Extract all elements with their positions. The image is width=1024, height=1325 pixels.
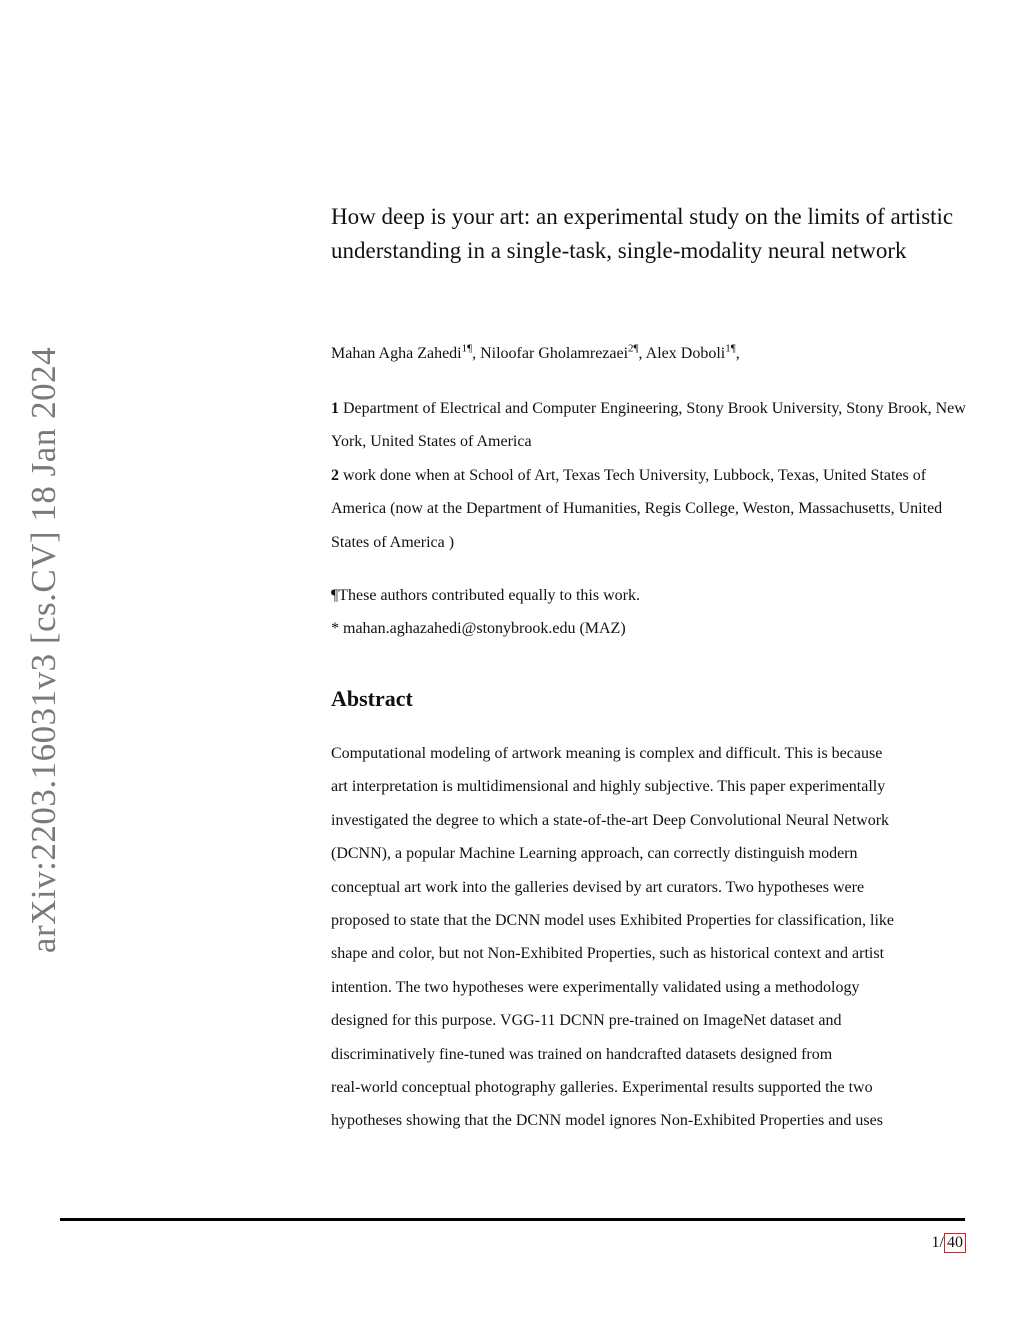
abstract-line: proposed to state that the DCNN model uses Exhibited Properties for classification, like [331, 912, 894, 930]
abstract-line: art interpretation is multidimensional and highly subjective. This paper experimentally [331, 778, 886, 796]
abstract-line: hypotheses showing that the DCNN model ignores Non-Exhibited Properties and uses [331, 1112, 883, 1130]
current-page: 1 [931, 1234, 940, 1251]
author-affiliation-mark: 1¶ [461, 342, 473, 355]
affiliation-text: work done when at School of Art, Texas Tech University, Lubbock, Texas, United States of America (now at the Department of Humanities, Regis College, Weston, Massachusetts, United States of America ) [331, 466, 943, 551]
page-separator: / [939, 1234, 944, 1251]
equal-contribution-note: ¶These authors contributed equally to this work. [331, 587, 640, 604]
abstract-line: (DCNN), a popular Machine Learning approach, can correctly distinguish modern [331, 845, 858, 863]
author-notes [331, 579, 971, 646]
abstract-heading: Abstract [331, 686, 413, 711]
footer-rule [60, 1218, 965, 1221]
affiliation-item [331, 392, 971, 459]
abstract-line: Computational modeling of artwork meaning is complex and difficult. This is because [331, 745, 883, 762]
abstract-line: real-world conceptual photography galleries. Experimental results supported the two [331, 1079, 873, 1097]
author-name: Mahan Agha Zahedi [331, 345, 462, 362]
affiliation-number: 1 [331, 400, 339, 417]
corresponding-author-email: * mahan.aghazahedi@stonybrook.edu (MAZ) [331, 620, 626, 638]
author-separator: , [638, 345, 646, 362]
affiliation-number: 2 [331, 466, 339, 484]
author-separator: , [472, 345, 481, 362]
abstract-line: investigated the degree to which a state-of-the-art Deep Convolutional Neural Network [331, 811, 890, 829]
paper-title: How deep is your art: an experimental study on the limits of artistic understanding in a single-task, single-modality neural network [331, 204, 954, 263]
author-separator: , [735, 345, 740, 362]
abstract-line: intention. The two hypotheses were experimentally validated using a methodology [331, 978, 860, 996]
total-pages-link[interactable]: 40 [944, 1233, 966, 1253]
abstract-line: conceptual art work into the galleries devised by art curators. Two hypotheses were [331, 878, 865, 896]
author-list [331, 343, 971, 365]
author-name: Niloofar Gholamrezaei [480, 345, 629, 362]
abstract-line: designed for this purpose. VGG-11 DCNN pre-trained on ImageNet dataset and [331, 1012, 842, 1030]
affiliations [331, 392, 971, 559]
abstract-line: shape and color, but not Non-Exhibited Properties, such as historical context and artist [331, 945, 885, 963]
author-name: Alex Doboli [645, 345, 726, 362]
page-number [932, 1232, 966, 1254]
abstract-line: discriminatively fine-tuned was trained on handcrafted datasets designed from [331, 1045, 833, 1063]
arxiv-identifier: arXiv:2203.16031v3 [cs.CV] 18 Jan 2024 [24, 346, 63, 954]
author-affiliation-mark: 2¶ [628, 342, 639, 355]
affiliation-text: Department of Electrical and Computer Engineering, Stony Brook University, Stony Brook, New York, United States of America [331, 400, 966, 451]
abstract-body [331, 737, 971, 1138]
author-affiliation-mark: 1¶ [725, 342, 736, 355]
affiliation-item [331, 459, 971, 559]
